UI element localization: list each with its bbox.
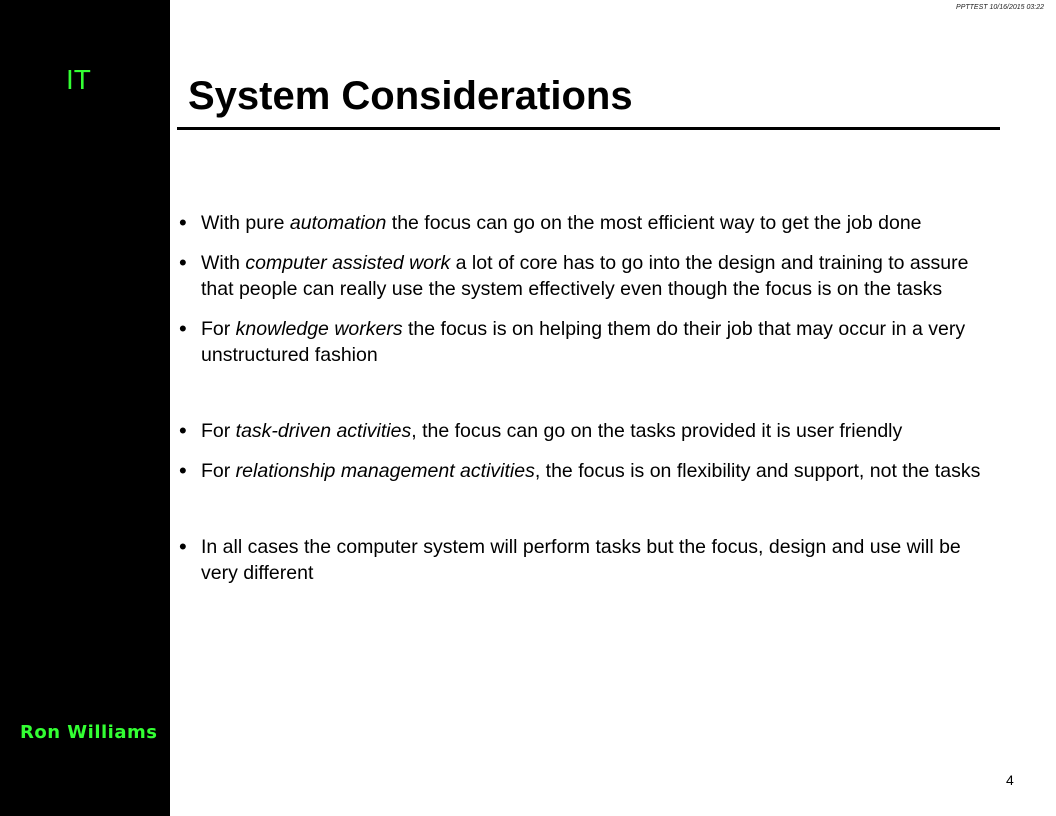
bullet-item — [176, 210, 996, 236]
bullet-emphasis: computer assisted work — [245, 252, 451, 274]
bullet-text: With pure automation the focus can go on the most efficient way to get the job done — [201, 212, 922, 234]
title-underline — [177, 127, 1000, 130]
sidebar — [0, 0, 170, 816]
bullet-dot-icon: • — [179, 418, 187, 443]
bullet-emphasis: knowledge workers — [235, 318, 403, 340]
bullet-text: For relationship management activities, the focus is on flexibility and support, not the tasks — [201, 460, 981, 482]
bullet-text: For task-driven activities, the focus can go on the tasks provided it is user friendly — [201, 420, 903, 442]
bullet-emphasis: relationship management activities — [235, 460, 535, 482]
bullet-dot-icon: • — [179, 316, 187, 341]
bullet-text: In all cases the computer system will perform tasks but the focus, design and use will be very different — [201, 536, 961, 584]
bullet-text: For knowledge workers the focus is on helping them do their job that may occur in a very unstructured fashion — [201, 318, 966, 366]
timestamp-stamp: PPTTEST 10/16/2015 03:22 — [956, 4, 1044, 11]
bullet-dot-icon: • — [179, 534, 187, 559]
bullet-item — [176, 458, 996, 484]
page-number: 4 — [1006, 772, 1014, 788]
bullet-dot-icon: • — [179, 210, 187, 235]
bullet-item — [176, 250, 996, 302]
bullet-text: With computer assisted work a lot of core has to go into the design and training to assure that people can really use the system effectively even though the focus is on the tasks — [201, 252, 969, 300]
bullet-emphasis: task-driven activities — [235, 420, 412, 442]
author-name: Ron Williams — [20, 722, 158, 743]
bullet-item — [176, 418, 996, 444]
bullet-dot-icon: • — [179, 250, 187, 275]
bullet-item — [176, 316, 996, 368]
sidebar-label: IT — [66, 64, 91, 95]
bullet-item — [176, 534, 996, 586]
bullet-emphasis: automation — [289, 212, 387, 234]
slide-title: System Considerations — [188, 74, 633, 118]
bullet-dot-icon: • — [179, 458, 187, 483]
bullet-list — [176, 210, 996, 586]
